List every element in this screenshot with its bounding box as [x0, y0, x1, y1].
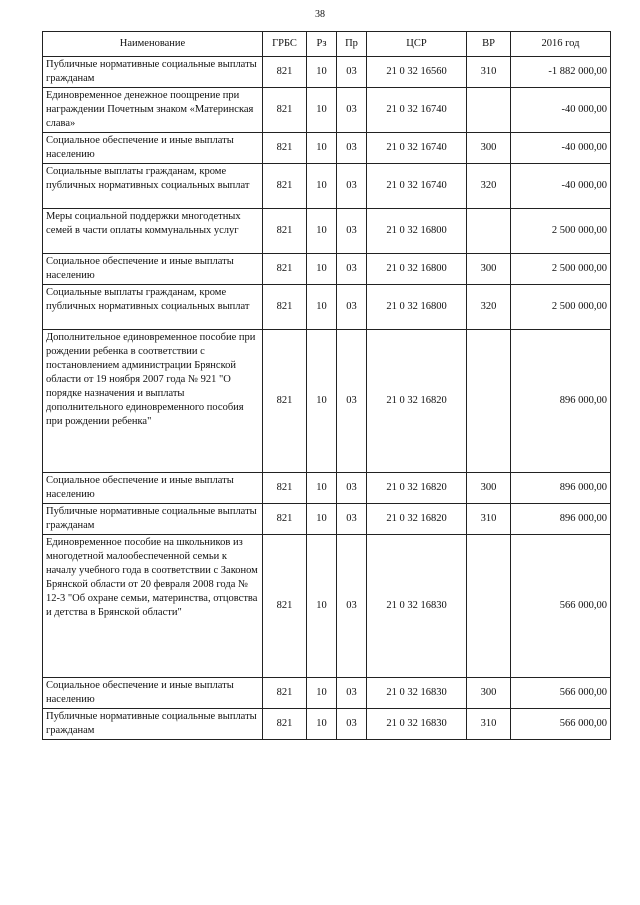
- row-grbs-cell: 821: [263, 209, 307, 254]
- row-amount-cell: -40 000,00: [511, 164, 611, 209]
- row-grbs-cell: 821: [263, 88, 307, 133]
- row-rz-cell: 10: [307, 709, 337, 740]
- row-rz-cell: 10: [307, 285, 337, 330]
- row-amount-cell: -40 000,00: [511, 88, 611, 133]
- budget-table: [42, 31, 611, 740]
- row-name-cell: Социальное обеспечение и иные выплаты населению: [43, 133, 263, 164]
- row-amount-cell: -40 000,00: [511, 133, 611, 164]
- table-row: [43, 473, 611, 504]
- row-amount-cell: 2 500 000,00: [511, 209, 611, 254]
- header-rz: Рз: [307, 32, 337, 57]
- row-grbs-cell: 821: [263, 473, 307, 504]
- row-name-cell: Дополнительное единовременное пособие при рождении ребенка в соответствии с постановлением администрации Брянской области от 19 ноября 2007 года № 921 "О порядке назначения и выплаты дополнительного единовременного пособия при рождении ребенка": [43, 330, 263, 473]
- row-vr-cell: 300: [467, 254, 511, 285]
- row-csr-cell: 21 0 32 16800: [367, 209, 467, 254]
- row-csr-cell: 21 0 32 16740: [367, 133, 467, 164]
- row-vr-cell: 320: [467, 164, 511, 209]
- table-row: [43, 88, 611, 133]
- header-grbs: ГРБС: [263, 32, 307, 57]
- row-amount-cell: 566 000,00: [511, 535, 611, 678]
- row-pr-cell: 03: [337, 473, 367, 504]
- row-name-cell: Социальное обеспечение и иные выплаты населению: [43, 473, 263, 504]
- row-name-cell: Социальное обеспечение и иные выплаты населению: [43, 678, 263, 709]
- header-csr: ЦСР: [367, 32, 467, 57]
- row-grbs-cell: 821: [263, 330, 307, 473]
- row-rz-cell: 10: [307, 88, 337, 133]
- row-amount-cell: 896 000,00: [511, 473, 611, 504]
- row-vr-cell: [467, 330, 511, 473]
- table-row: [43, 504, 611, 535]
- table-row: [43, 164, 611, 209]
- row-amount-cell: 566 000,00: [511, 678, 611, 709]
- table-row: [43, 535, 611, 678]
- row-grbs-cell: 821: [263, 57, 307, 88]
- row-rz-cell: 10: [307, 209, 337, 254]
- table-row: [43, 209, 611, 254]
- row-csr-cell: 21 0 32 16830: [367, 709, 467, 740]
- row-amount-cell: 896 000,00: [511, 504, 611, 535]
- row-csr-cell: 21 0 32 16820: [367, 473, 467, 504]
- row-rz-cell: 10: [307, 504, 337, 535]
- row-csr-cell: 21 0 32 16800: [367, 254, 467, 285]
- row-vr-cell: 320: [467, 285, 511, 330]
- row-grbs-cell: 821: [263, 285, 307, 330]
- header-pr: Пр: [337, 32, 367, 57]
- row-name-cell: Социальные выплаты гражданам, кроме публичных нормативных социальных выплат: [43, 164, 263, 209]
- row-rz-cell: 10: [307, 57, 337, 88]
- row-name-cell: Публичные нормативные социальные выплаты гражданам: [43, 709, 263, 740]
- row-rz-cell: 10: [307, 678, 337, 709]
- row-rz-cell: 10: [307, 330, 337, 473]
- row-csr-cell: 21 0 32 16740: [367, 88, 467, 133]
- row-grbs-cell: 821: [263, 535, 307, 678]
- table-row: [43, 330, 611, 473]
- table-row: [43, 678, 611, 709]
- row-rz-cell: 10: [307, 254, 337, 285]
- row-pr-cell: 03: [337, 254, 367, 285]
- row-csr-cell: 21 0 32 16800: [367, 285, 467, 330]
- row-rz-cell: 10: [307, 535, 337, 678]
- row-grbs-cell: 821: [263, 133, 307, 164]
- row-vr-cell: [467, 88, 511, 133]
- row-grbs-cell: 821: [263, 709, 307, 740]
- row-name-cell: Единовременное денежное поощрение при награждении Почетным знаком «Материнская слава»: [43, 88, 263, 133]
- row-name-cell: Социальные выплаты гражданам, кроме публичных нормативных социальных выплат: [43, 285, 263, 330]
- row-pr-cell: 03: [337, 133, 367, 164]
- row-amount-cell: -1 882 000,00: [511, 57, 611, 88]
- row-grbs-cell: 821: [263, 254, 307, 285]
- row-pr-cell: 03: [337, 209, 367, 254]
- row-name-cell: Публичные нормативные социальные выплаты гражданам: [43, 504, 263, 535]
- row-vr-cell: [467, 209, 511, 254]
- row-amount-cell: 566 000,00: [511, 709, 611, 740]
- row-rz-cell: 10: [307, 133, 337, 164]
- row-grbs-cell: 821: [263, 164, 307, 209]
- row-amount-cell: 2 500 000,00: [511, 285, 611, 330]
- table-row: [43, 57, 611, 88]
- row-vr-cell: 300: [467, 133, 511, 164]
- table-row: [43, 254, 611, 285]
- row-vr-cell: [467, 535, 511, 678]
- header-vr: ВР: [467, 32, 511, 57]
- row-csr-cell: 21 0 32 16830: [367, 678, 467, 709]
- row-amount-cell: 2 500 000,00: [511, 254, 611, 285]
- row-pr-cell: 03: [337, 57, 367, 88]
- row-csr-cell: 21 0 32 16560: [367, 57, 467, 88]
- row-csr-cell: 21 0 32 16820: [367, 504, 467, 535]
- row-pr-cell: 03: [337, 535, 367, 678]
- row-grbs-cell: 821: [263, 678, 307, 709]
- row-name-cell: Единовременное пособие на школьников из многодетной малообеспеченной семьи к началу учебного года в соответствии с Законом Брянской области от 20 февраля 2008 года № 12-3 "Об охране семьи, материнства, отцовства и детства в Брянской области": [43, 535, 263, 678]
- row-name-cell: Социальное обеспечение и иные выплаты населению: [43, 254, 263, 285]
- row-amount-cell: 896 000,00: [511, 330, 611, 473]
- row-pr-cell: 03: [337, 678, 367, 709]
- table-row: [43, 133, 611, 164]
- row-csr-cell: 21 0 32 16830: [367, 535, 467, 678]
- row-vr-cell: 310: [467, 709, 511, 740]
- row-vr-cell: 300: [467, 678, 511, 709]
- page-number: 38: [315, 9, 325, 20]
- row-rz-cell: 10: [307, 164, 337, 209]
- table-body: [43, 57, 611, 740]
- row-name-cell: Публичные нормативные социальные выплаты гражданам: [43, 57, 263, 88]
- table-row: [43, 285, 611, 330]
- row-pr-cell: 03: [337, 709, 367, 740]
- row-vr-cell: 300: [467, 473, 511, 504]
- row-pr-cell: 03: [337, 164, 367, 209]
- row-vr-cell: 310: [467, 504, 511, 535]
- row-vr-cell: 310: [467, 57, 511, 88]
- row-csr-cell: 21 0 32 16740: [367, 164, 467, 209]
- row-pr-cell: 03: [337, 285, 367, 330]
- row-pr-cell: 03: [337, 330, 367, 473]
- header-name: Наименование: [43, 32, 263, 57]
- row-name-cell: Меры социальной поддержки многодетных семей в части оплаты коммунальных услуг: [43, 209, 263, 254]
- row-pr-cell: 03: [337, 504, 367, 535]
- header-year: 2016 год: [511, 32, 611, 57]
- row-grbs-cell: 821: [263, 504, 307, 535]
- table-row: [43, 709, 611, 740]
- row-pr-cell: 03: [337, 88, 367, 133]
- header-row: [43, 32, 611, 57]
- row-csr-cell: 21 0 32 16820: [367, 330, 467, 473]
- row-rz-cell: 10: [307, 473, 337, 504]
